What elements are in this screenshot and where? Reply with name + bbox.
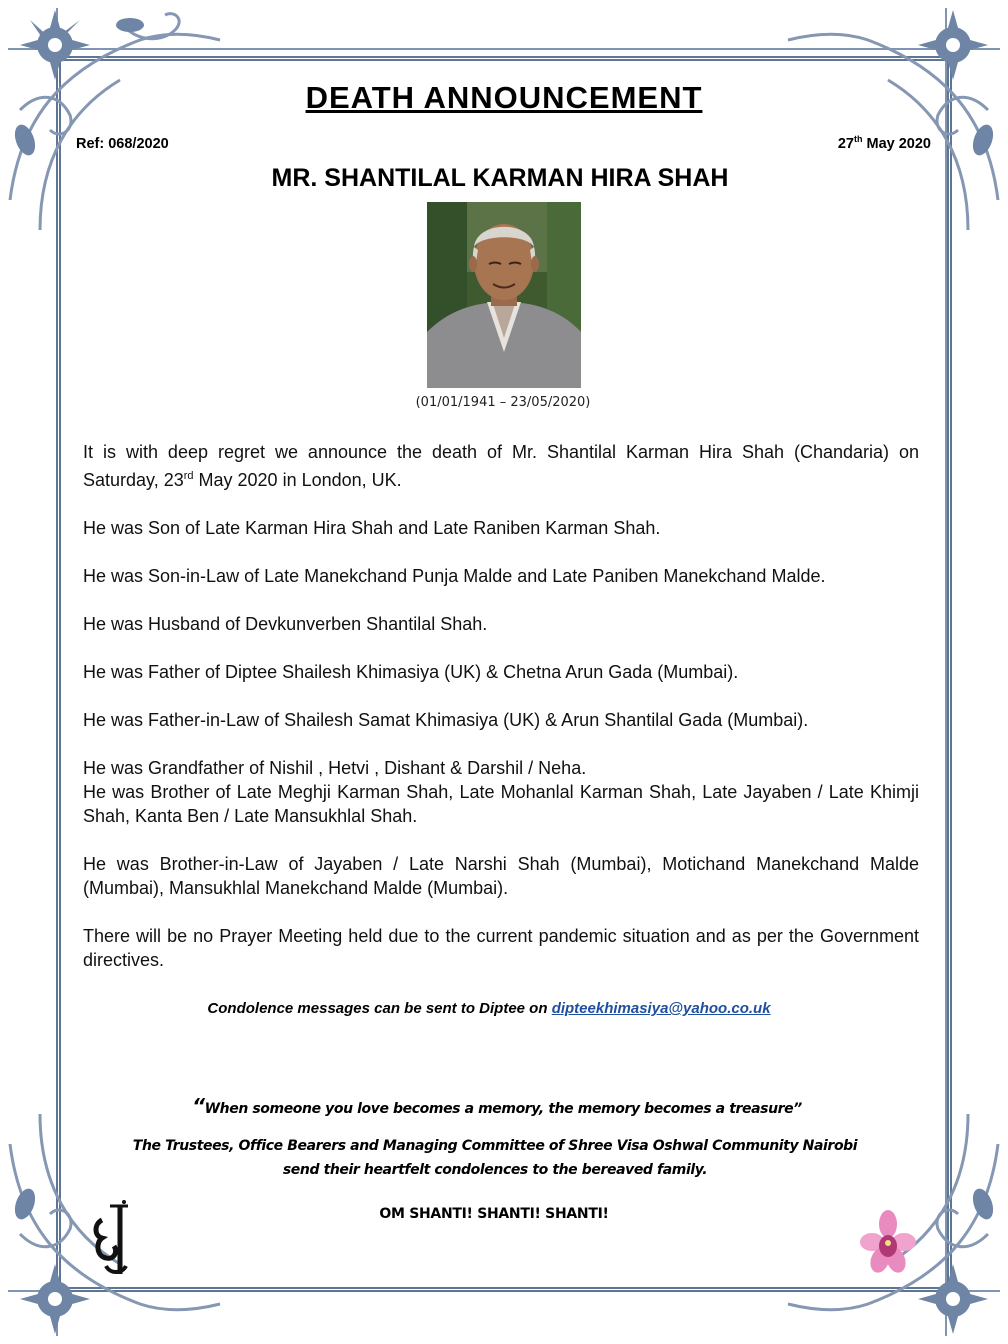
page-title: DEATH ANNOUNCEMENT <box>305 80 703 115</box>
closing-prayer: OM SHANTI! SHANTI! SHANTI! <box>379 1206 609 1222</box>
deceased-name: MR. SHANTILAL KARMAN HIRA SHAH <box>271 164 729 192</box>
portrait-photo <box>427 202 581 388</box>
paragraph-children: He was Father of Diptee Shailesh Khimasiya (UK) & Chetna Arun Gada (Mumbai). <box>83 662 739 682</box>
paragraph-siblings: He was Brother of Late Meghji Karman Shah, Late Mohanlal Karman Shah, Late Jayaben / Late Khimji Shah, Kanta Ben / Late Mansukhlal Shah. <box>83 782 919 826</box>
trustees-message <box>0 1134 990 1182</box>
paragraph-children-in-law: He was Father-in-Law of Shailesh Samat Khimasiya (UK) & Arun Shantilal Gada (Mumbai). <box>83 710 809 730</box>
life-dates: (01/01/1941 – 23/05/2020) <box>415 395 591 410</box>
email-link[interactable]: dipteekhimasiya@yahoo.co.uk <box>551 1000 771 1017</box>
orchid-icon <box>860 1210 916 1276</box>
paragraph-parents: He was Son of Late Karman Hira Shah and Late Raniben Karman Shah. <box>83 518 661 538</box>
paragraph-siblings-in-law: He was Brother-in-Law of Jayaben / Late Narshi Shah (Mumbai), Motichand Manekchand Malde (Mumbai), Mansukhlal Manekchand Malde (Mumbai). <box>83 854 919 898</box>
memorial-quote: “When someone you love becomes a memory, the memory becomes a treasure” <box>192 1094 802 1118</box>
paragraph-spouse: He was Husband of Devkunverben Shantilal Shah. <box>83 614 488 634</box>
jain-symbol-icon <box>92 1200 134 1276</box>
paragraph-prayer-meeting: There will be no Prayer Meeting held due to the current pandemic situation and as per the Government directives. <box>83 926 919 970</box>
condolence-note: Condolence messages can be sent to Diptee on dipteekhimasiya@yahoo.co.uk <box>207 1000 771 1017</box>
reference-number: Ref: 068/2020 <box>76 136 169 152</box>
trustees-line-2: send their heartfelt condolences to the bereaved family. <box>282 1162 708 1178</box>
announcement-body <box>83 440 919 996</box>
trustees-line-1: The Trustees, Office Bearers and Managing Committee of Shree Visa Oshwal Community Nairobi <box>132 1138 858 1154</box>
paragraph-parents-in-law: He was Son-in-Law of Late Manekchand Punja Malde and Late Paniben Manekchand Malde. <box>83 566 826 586</box>
paragraph-grandchildren: He was Grandfather of Nishil , Hetvi , Dishant & Darshil / Neha. <box>83 758 587 778</box>
paragraph-death-notice: It is with deep regret we announce the death of Mr. Shantilal Karman Hira Shah (Chandaria) on Saturday, 23rd May 2020 in London, UK. <box>83 442 919 490</box>
announcement-date: 27th May 2020 <box>837 134 931 152</box>
